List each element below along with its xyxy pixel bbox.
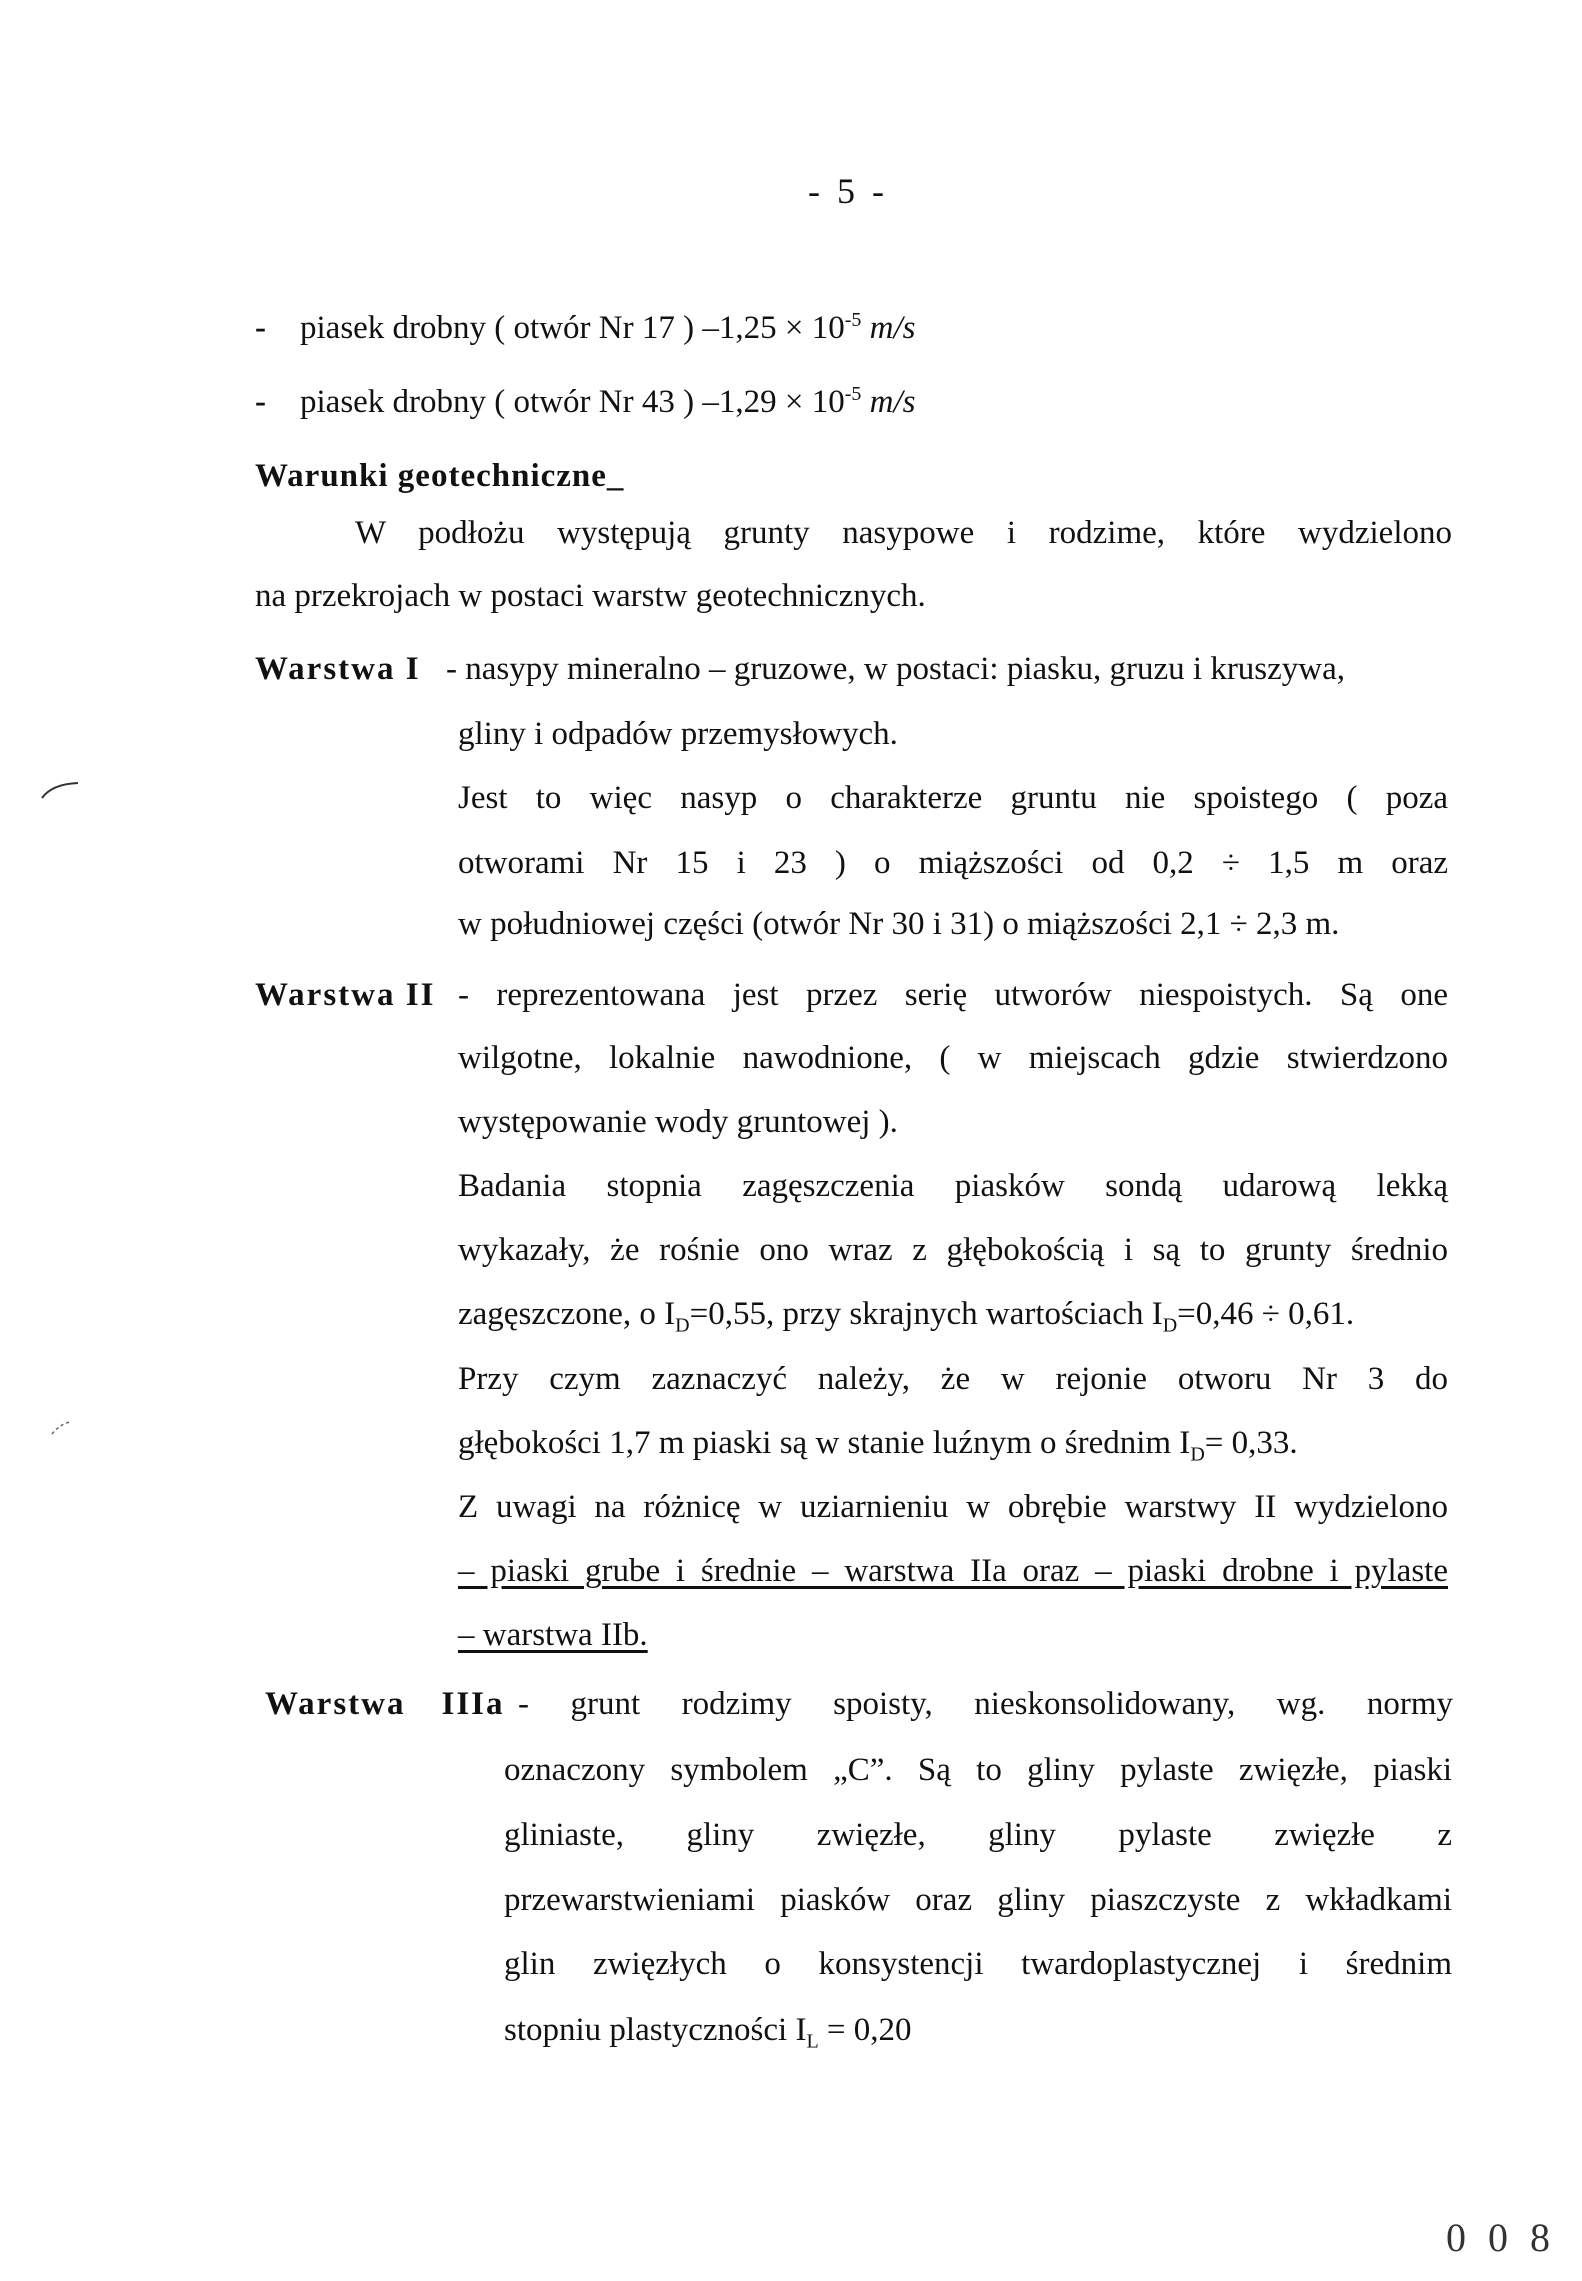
bullet-unit: m/s [869, 310, 916, 346]
bullet-text: piasek drobny ( otwór Nr 43 ) –1,29 × 10 [300, 384, 845, 420]
scan-mark-curve [40, 780, 80, 800]
layer-3-label: Warstwa IIIa [265, 1686, 505, 1722]
layer-2-line-5: wykazały, że rośnie ono wraz z głębokością i są to grunty średnio [458, 1232, 1448, 1268]
layer-3-line-1: - grunt rodzimy spoisty, nieskonsolidowany, wg. normy [518, 1686, 1453, 1722]
layer-2-line-4: Badania stopnia zagęszczenia piasków sondą udarową lekką [458, 1168, 1448, 1204]
layer-2-line-11: – warstwa IIb. [458, 1617, 648, 1653]
page-number: - 5 - [808, 171, 888, 211]
layer-2-label: Warstwa II [255, 977, 436, 1013]
scan-mark-dots [50, 1418, 82, 1436]
layer-2-line-8: głębokości 1,7 m piaski są w stanie luźnym o średnim $I_D= 0,33$. [458, 1425, 1298, 1466]
layer-1-line-4: otworami Nr 15 i 23 ) o miąższości od 0,2 ÷ 1,5 m oraz [458, 845, 1448, 881]
layer-2-line-2: wilgotne, lokalnie nawodnione, ( w miejscach gdzie stwierdzono [458, 1040, 1448, 1076]
layer-1-line-5: w południowej części (otwór Nr 30 i 31) o miąższości 2,1 ÷ 2,3 m. [458, 906, 1340, 942]
layer-2-line-10: – piaski grube i średnie – warstwa IIa oraz – piaski drobne i pylaste [458, 1553, 1448, 1589]
bullet-unit: m/s [869, 384, 916, 420]
layer-3-line-6: stopniu plastyczności $I_L = 0,20$ [504, 2012, 912, 2053]
layer-1-line-3: Jest to więc nasyp o charakterze gruntu nie spoistego ( poza [458, 780, 1448, 816]
layer-2-line-1: - reprezentowana jest przez serię utworów niespoistych. Są one [458, 977, 1448, 1013]
layer-1-line-2: gliny i odpadów przemysłowych. [458, 716, 898, 752]
intro-line-2: na przekrojach w postaci warstw geotechnicznych. [255, 578, 926, 614]
layer-2-line-9: Z uwagi na różnicę w uziarnieniu w obrębie warstwy II wydzielono [458, 1489, 1448, 1525]
permeability-item-2 [255, 384, 915, 421]
layer-3-line-5: glin zwięzłych o konsystencji twardoplastycznej i średnim [504, 1946, 1452, 1982]
layer-1-label: Warstwa I [255, 651, 421, 687]
layer-2-line-3: występowanie wody gruntowej ). [458, 1104, 898, 1140]
permeability-item-1 [255, 310, 915, 347]
layer-3-line-3: gliniaste, gliny zwięzłe, gliny pylaste zwięzłe z [504, 1817, 1452, 1853]
layer-2-line-7: Przy czym zaznaczyć należy, że w rejonie otworu Nr 3 do [458, 1361, 1448, 1397]
bullet-dash: - [255, 384, 266, 420]
layer-3-line-4: przewarstwieniami piasków oraz gliny piaszczyste z wkładkami [504, 1882, 1452, 1918]
bullet-exponent: -5 [844, 309, 862, 331]
bullet-exponent: -5 [844, 383, 862, 405]
section-heading: Warunki geotechniczne_ [255, 458, 625, 494]
page-stamp: 0 0 8 [1446, 2215, 1556, 2260]
bullet-dash: - [255, 310, 266, 346]
intro-line-1: W podłożu występują grunty nasypowe i rodzime, które wydzielono [355, 515, 1452, 551]
layer-3-line-2: oznaczony symbolem „C”. Są to gliny pylaste zwięzłe, piaski [504, 1752, 1452, 1788]
bullet-text: piasek drobny ( otwór Nr 17 ) –1,25 × 10 [300, 310, 845, 346]
layer-2-line-6: zagęszczone, o $I_D=0,55$, przy skrajnych wartościach $I_D=0,46 \div 0,61$. [458, 1296, 1355, 1337]
layer-1-line-1: - nasypy mineralno – gruzowe, w postaci: piasku, gruzu i kruszywa, [446, 651, 1346, 687]
